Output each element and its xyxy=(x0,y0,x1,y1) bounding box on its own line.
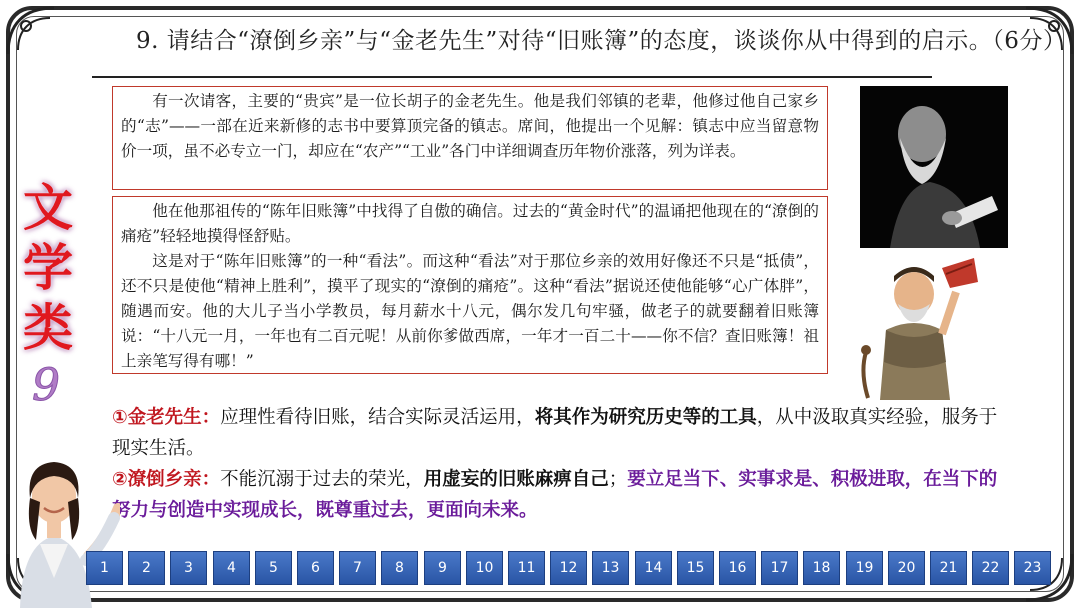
page-button-2[interactable]: 2 xyxy=(128,551,165,585)
answer-emphasis: 将其作为研究历史等的工具 xyxy=(534,407,757,428)
passage-box-1 xyxy=(112,86,828,190)
answer-text: ，从中汲取真实经验，服务于现实生活。 xyxy=(112,407,998,459)
page-button-17[interactable]: 17 xyxy=(761,551,798,585)
page-button-21[interactable]: 21 xyxy=(930,551,967,585)
page-button-15[interactable]: 15 xyxy=(677,551,714,585)
old-man-cartoon-illustration xyxy=(846,252,996,400)
page-button-16[interactable]: 16 xyxy=(719,551,756,585)
answer-label: ①金老先生： xyxy=(112,407,221,428)
page-button-10[interactable]: 10 xyxy=(466,551,503,585)
answer-item-2 xyxy=(112,464,1012,526)
category-number: 9 xyxy=(32,360,60,411)
passage-box-2 xyxy=(112,196,828,374)
page-button-23[interactable]: 23 xyxy=(1014,551,1051,585)
question-title: 9. 请结合“潦倒乡亲”与“金老先生”对待“旧账簿”的态度，谈谈你从中得到的启示。（6分） xyxy=(136,28,1067,54)
page-button-5[interactable]: 5 xyxy=(255,551,292,585)
passage-paragraph: 这是对于“陈年旧账簿”的一种“看法”。而这种“看法”对于那位乡亲的效用好像还不只是“抵债”，还不只是使他“精神上胜利”，摸平了现实的“潦倒的痛疮”。这种“看法”据说还使他能够“心广体胖”，随遇而安。他的大儿子当小学教员，每月薪水十八元，偶尔发几句牢骚，做老子的就要翻着旧账簿说：“十八元一月，一年也有二百元呢！从前你爹做西席，一年才一百二十——你不信？查旧账簿！祖上亲笔写得有哪！” xyxy=(121,252,819,370)
answer-text: 应理性看待旧账，结合实际灵活运用， xyxy=(220,407,535,428)
page-button-9[interactable]: 9 xyxy=(424,551,461,585)
page-button-3[interactable]: 3 xyxy=(170,551,207,585)
divider xyxy=(92,76,932,78)
answer-text: ； xyxy=(608,469,628,490)
answer-item-1 xyxy=(112,402,1012,464)
answer-text: 不能沉溺于过去的荣光， xyxy=(220,469,424,490)
page-button-13[interactable]: 13 xyxy=(592,551,629,585)
page-button-19[interactable]: 19 xyxy=(846,551,883,585)
page-button-18[interactable]: 18 xyxy=(803,551,840,585)
corner-ornament-icon xyxy=(4,4,58,58)
page-button-7[interactable]: 7 xyxy=(339,551,376,585)
page-button-20[interactable]: 20 xyxy=(888,551,925,585)
old-man-reading-photo xyxy=(860,86,1008,248)
answer-label: ②潦倒乡亲： xyxy=(112,469,221,490)
page-navigation xyxy=(86,551,1056,585)
page-button-14[interactable]: 14 xyxy=(635,551,672,585)
answer-conclusion: 要立足当下、实事求是、积极进取，在当下的努力与创造中实现成长，既尊重过去，更面向未来。 xyxy=(112,469,998,521)
page-button-8[interactable]: 8 xyxy=(381,551,418,585)
page-button-12[interactable]: 12 xyxy=(550,551,587,585)
page-button-4[interactable]: 4 xyxy=(213,551,250,585)
page-button-11[interactable]: 11 xyxy=(508,551,545,585)
page-button-22[interactable]: 22 xyxy=(972,551,1009,585)
category-title: 文学类 xyxy=(23,179,73,357)
page-button-1[interactable]: 1 xyxy=(86,551,123,585)
page-button-6[interactable]: 6 xyxy=(297,551,334,585)
answer-emphasis: 用虚妄的旧账麻痹自己 xyxy=(423,469,609,490)
passage-paragraph: 有一次请客，主要的“贵宾”是一位长胡子的金老先生。他是我们邻镇的老辈，他修过他自己家乡的“志”——一部在近来新修的志书中要算顶完备的镇志。席间，他提出一个见解：镇志中应当留意物价一项，虽不必专立一门，却应在“农产”“工业”各门中详细调查历年物价涨落，列为详表。 xyxy=(121,92,819,160)
answer-section xyxy=(112,402,1012,526)
passage-paragraph: 他在他那祖传的“陈年旧账簿”中找得了自傲的确信。过去的“黄金时代”的温诵把他现在的“潦倒的痛疮”轻轻地摸得怪舒贴。 xyxy=(121,202,819,245)
